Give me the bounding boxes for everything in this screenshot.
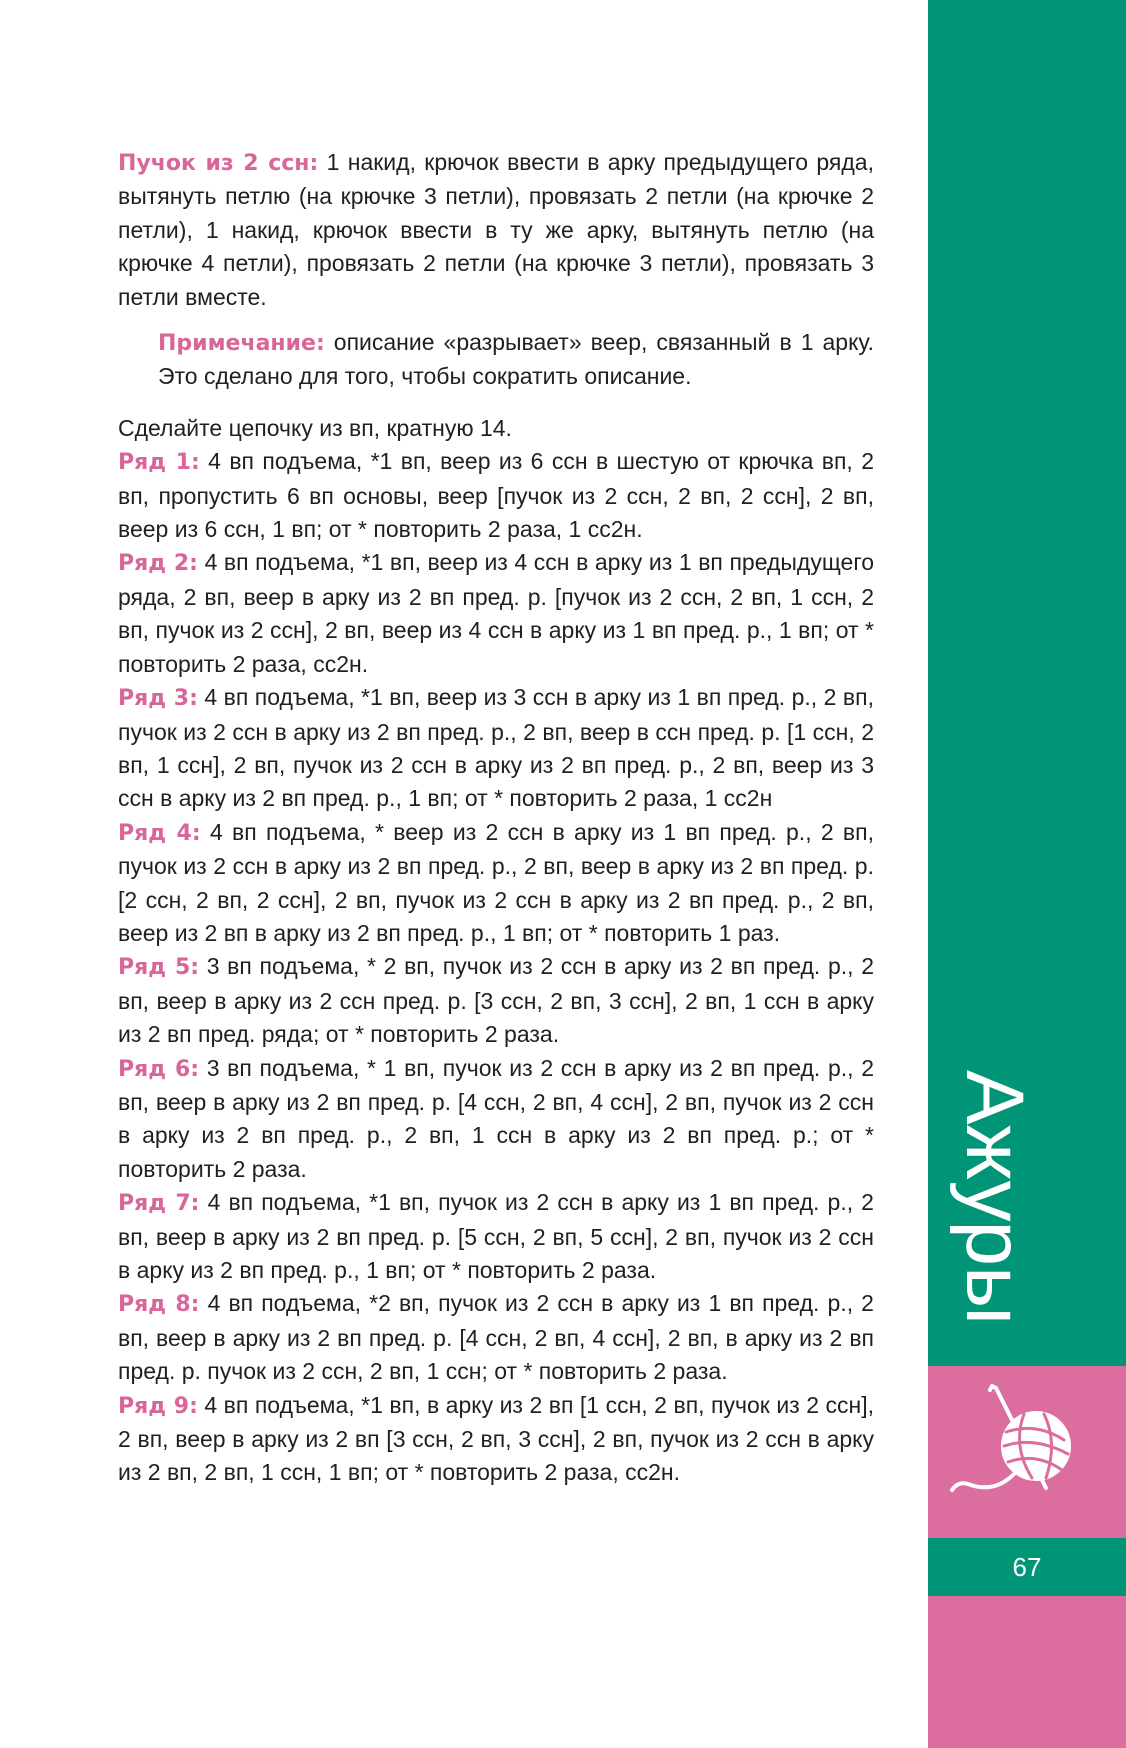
- row-paragraph: [118, 1389, 874, 1490]
- row-paragraph: [118, 681, 874, 816]
- row-text: 3 вп подъема, * 2 вп, пучок из 2 ссн в арку из 2 вп пред. р., 2 вп, веер в арку из 2 ссн пред. р. [3 ссн, 2 вп, 3 ссн], 2 вп, 1 ссн в арку из 2 вп пред. ряда; от * повторить 2 раза.: [118, 953, 874, 1048]
- definition-paragraph: [118, 146, 874, 314]
- row-text: 4 вп подъема, *2 вп, пучок из 2 ссн в арку из 1 вп пред. р., 2 вп, веер в арку из 2 вп пред. р. [4 ссн, 2 вп, 4 ссн], 2 вп, в арку из 2 вп пред. р. пучок из 2 ссн, 2 вп, 1 ссн; от * повторить 2 раза.: [118, 1290, 874, 1385]
- definition-text: 1 накид, крючок ввести в арку предыдущего ряда, вытянуть петлю (на крючке 3 петли), провязать 2 петли (на крючке 2 петли), 1 накид, крючок ввести в ту же арку, вытянуть петлю (на крючке 4 петли), провязать 2 петли (на крючке 3 петли), провязать 3 петли вместе.: [118, 149, 874, 310]
- row-paragraph: [118, 816, 874, 951]
- row-label: Ряд 8:: [118, 1292, 200, 1318]
- row-paragraph: [118, 950, 874, 1051]
- row-text: 4 вп подъема, * веер из 2 ссн в арку из 1 вп пред. р., 2 вп, пучок из 2 ссн в арку из 2 вп пред. р., 2 вп, веер в арку из 2 вп пред. р. [2 ссн, 2 вп, 2 ссн], 2 вп, пучок из 2 ссн в арку из 2 вп пред. р., 2 вп, веер из 2 вп в арку из 2 вп пред. р., 1 вп; от * повторить 1 раз.: [118, 818, 874, 946]
- row-text: 3 вп подъема, * 1 вп, пучок из 2 ссн в арку из 2 вп пред. р., 2 вп, веер в арку из 2 вп пред. р. [4 ссн, 2 вп, 4 ссн], 2 вп, пучок из 2 ссн в арку из 2 вп пред. р., 2 вп, 1 ссн в арку из 2 вп пред. р.; от * повторить 2 раза.: [118, 1054, 874, 1182]
- note-paragraph: [158, 326, 874, 394]
- row-label: Ряд 7:: [118, 1191, 200, 1217]
- row-paragraph: [118, 546, 874, 681]
- row-text: 4 вп подъема, *1 вп, веер из 3 ссн в арку из 1 вп пред. р., 2 вп, пучок из 2 ссн в арку из 2 вп пред. р., 2 вп, веер в ссн пред. р. [1 ссн, 2 вп, 1 ссн], 2 вп, пучок из 2 ссн в арку из 2 вп пред. р., 2 вп, веер из 3 ссн в арку из 2 вп пред. р., 1 вп; от * повторить 2 раза, 1 сс2н: [118, 684, 874, 812]
- row-text: 4 вп подъема, *1 вп, в арку из 2 вп [1 ссн, 2 вп, пучок из 2 ссн], 2 вп, веер в арку из 2 вп [3 ссн, 2 вп, 3 ссн], 2 вп, пучок из 2 ссн в арку из 2 вп, 2 вп, 1 ссн, 1 вп; от * повторить 2 раза, сс2н.: [118, 1391, 874, 1486]
- row-label: Ряд 9:: [118, 1393, 198, 1419]
- sidebar-bottom-band: [928, 1596, 1126, 1748]
- intro-paragraph: Сделайте цепочку из вп, кратную 14.: [118, 414, 512, 441]
- row-text: 4 вп подъема, *1 вп, веер из 4 ссн в арку из 1 вп предыдущего ряда, 2 вп, веер в арку из 2 вп пред. р. [пучок из 2 ссн, 2 вп, 1 ссн, 2 вп, пучок из 2 ссн], 2 вп, веер из 4 ссн в арку из 1 вп пред. р., 1 вп; от * повторить 2 раза, сс2н.: [118, 549, 874, 677]
- row-label: Ряд 1:: [118, 450, 200, 476]
- row-paragraph: [118, 445, 874, 546]
- page-number: 67: [1012, 1552, 1042, 1582]
- row-label: Ряд 4:: [118, 820, 201, 846]
- row-paragraph: [118, 1052, 874, 1187]
- row-label: Ряд 5:: [118, 955, 200, 981]
- row-text: 4 вп подъема, *1 вп, веер из 6 ссн в шестую от крючка вп, 2 вп, пропустить 6 вп основы, веер [пучок из 2 ссн, 2 вп, 2 ссн], 2 вп, веер из 6 ссн, 1 вп; от * повторить 2 раза, 1 сс2н.: [118, 448, 874, 543]
- note-text: описание «разрывает» веер, связанный в 1 арку. Это сделано для того, чтобы сократить описание.: [158, 329, 874, 390]
- row-paragraph: [118, 1287, 874, 1388]
- row-label: Ряд 3:: [118, 686, 198, 712]
- row-label: Ряд 6:: [118, 1056, 200, 1082]
- sidebar: [928, 0, 1126, 1748]
- section-title: Ажуры: [949, 1070, 1040, 1326]
- row-label: Ряд 2:: [118, 551, 198, 577]
- page-content: [118, 146, 874, 1490]
- definition-term: Пучок из 2 ссн:: [118, 151, 319, 176]
- row-text: 4 вп подъема, *1 вп, пучок из 2 ссн в арку из 1 вп пред. р., 2 вп, веер в арку из 2 вп пред. р. [5 ссн, 2 вп, 5 ссн], 2 вп, пучок из 2 ссн в арку из 2 вп пред. р., 1 вп; от * повторить 2 раза.: [118, 1189, 874, 1283]
- note-term: Примечание:: [158, 331, 325, 357]
- yarn-ball-crochet-hook-icon: [928, 1384, 1126, 1524]
- row-paragraph: [118, 1186, 874, 1287]
